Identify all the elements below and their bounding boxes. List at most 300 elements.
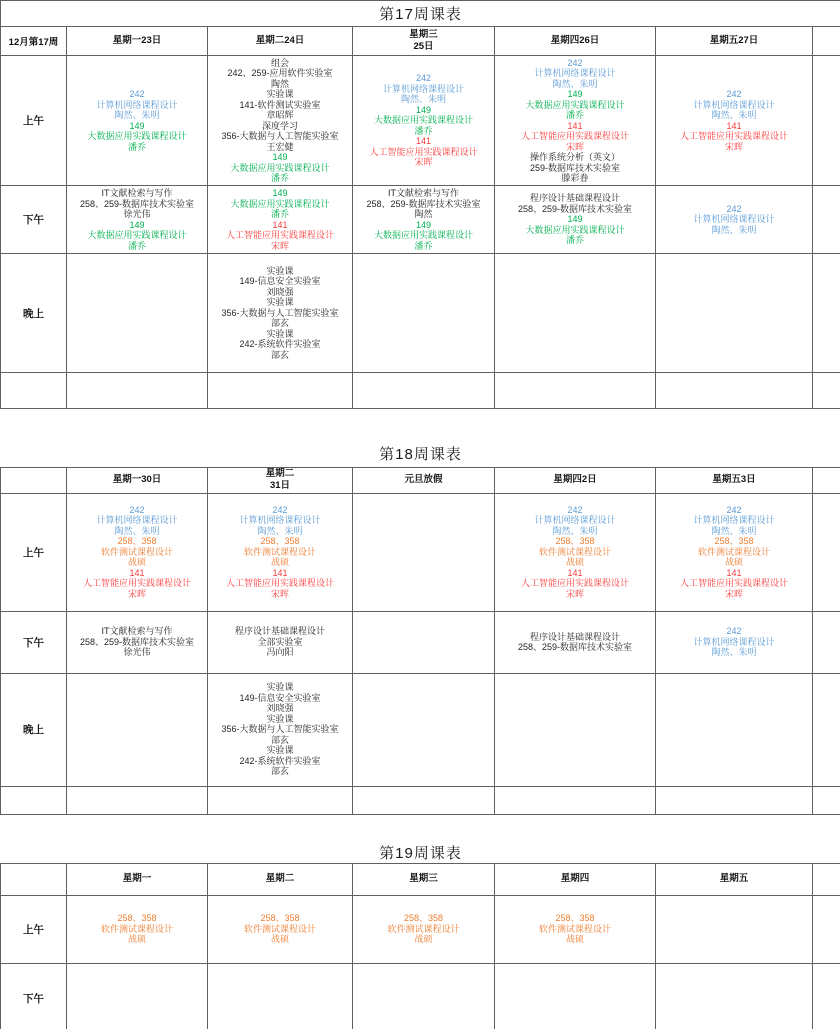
course-line: 149 xyxy=(272,188,288,198)
day-header[interactable] xyxy=(656,863,813,895)
course-line: 258、259-数据库技术实验室 xyxy=(517,203,633,214)
schedule-cell[interactable] xyxy=(208,373,353,409)
schedule-cell[interactable] xyxy=(208,493,353,611)
course-line: 刘晓强 xyxy=(266,703,294,714)
course-line: 程序设计基础课程设计 xyxy=(234,626,325,637)
course-line: 潘乔 xyxy=(414,240,433,251)
schedule-cell[interactable] xyxy=(67,673,208,786)
course-block xyxy=(495,568,655,600)
corner-label[interactable] xyxy=(1,467,67,493)
course-line: 宋晖 xyxy=(565,141,584,152)
course-line: 组会 xyxy=(270,57,289,68)
course-block xyxy=(208,58,352,153)
course-line: 宋晖 xyxy=(724,588,743,599)
course-block xyxy=(208,266,352,361)
course-block xyxy=(67,626,207,658)
course-block xyxy=(208,626,352,658)
schedule-cell[interactable] xyxy=(353,373,495,409)
course-block xyxy=(353,188,494,220)
empty-cell[interactable] xyxy=(813,186,840,254)
course-line: 实验课 xyxy=(266,745,294,756)
course-line: 王宏健 xyxy=(266,141,294,152)
course-line: 计算机网络课程设计 xyxy=(693,515,775,526)
course-line: 潘乔 xyxy=(270,209,289,219)
course-line: 实验课 xyxy=(266,297,294,308)
course-block xyxy=(495,214,655,246)
course-line: 陶然、朱明 xyxy=(552,525,598,536)
course-line: 章昭辉 xyxy=(266,110,294,120)
course-line: 程序设计基础课程设计 xyxy=(529,193,620,204)
course-line: 人工智能应用实践课程设计 xyxy=(679,131,788,141)
course-line: 部玄 xyxy=(270,766,289,777)
schedule-cell[interactable] xyxy=(67,895,208,963)
course-line: 计算机网络课程设计 xyxy=(96,99,178,110)
day-header[interactable] xyxy=(353,467,495,493)
course-line: 141 xyxy=(726,120,742,131)
row-label[interactable]: 上午 xyxy=(1,493,67,611)
day-header-text: 星期四2日 xyxy=(553,474,597,485)
course-line: 242 xyxy=(129,504,145,515)
course-line: 软件测试课程设计 xyxy=(100,546,173,557)
course-line: 陶然 xyxy=(414,209,433,219)
course-line: 356-大数据与人工智能实验室 xyxy=(221,307,339,318)
schedule-cell[interactable] xyxy=(353,56,495,186)
day-header-text: 星期四26日 xyxy=(550,35,600,46)
corner-label[interactable]: 12月第17周 xyxy=(1,27,67,56)
row-label[interactable] xyxy=(1,373,67,409)
course-line: 计算机网络课程设计 xyxy=(693,636,775,647)
schedule-cell[interactable] xyxy=(208,56,353,186)
course-line: 深度学习 xyxy=(261,120,298,131)
course-line: 人工智能应用实践课程设计 xyxy=(520,131,629,141)
schedule-cell[interactable] xyxy=(656,895,813,963)
course-block xyxy=(353,73,494,105)
course-line: 149-信息安全实验室 xyxy=(239,692,321,703)
schedule-cell[interactable] xyxy=(208,786,353,814)
course-line: 141 xyxy=(129,567,145,578)
day-header-text: 星期二 xyxy=(265,468,295,479)
course-line: 计算机网络课程设计 xyxy=(693,99,775,110)
course-block xyxy=(67,89,207,121)
course-block xyxy=(208,188,352,220)
schedule-cell[interactable] xyxy=(67,186,208,254)
course-line: 战硕 xyxy=(724,557,743,568)
schedule-cell[interactable] xyxy=(353,895,495,963)
course-line: 258、358 xyxy=(714,536,754,547)
day-header[interactable] xyxy=(353,27,495,56)
course-line: 242 xyxy=(415,73,432,84)
course-block xyxy=(656,536,812,568)
course-line: 陶然 xyxy=(270,78,289,89)
day-header-text: 星期二24日 xyxy=(255,35,305,46)
course-line: 潘乔 xyxy=(127,141,146,152)
empty-cell[interactable] xyxy=(813,467,840,493)
row-label[interactable] xyxy=(1,786,67,814)
day-header-text: 元旦放假 xyxy=(404,474,443,485)
schedule-cell[interactable] xyxy=(67,254,208,373)
schedule-cell[interactable] xyxy=(495,254,656,373)
schedule-cell[interactable] xyxy=(656,786,813,814)
course-block xyxy=(353,220,494,252)
course-line: 实验课 xyxy=(266,328,294,339)
day-header-text: 星期三 xyxy=(409,873,438,884)
course-block xyxy=(495,152,655,184)
course-line: 141 xyxy=(567,120,583,131)
course-block xyxy=(656,89,812,121)
schedule-cell[interactable] xyxy=(353,673,495,786)
course-block xyxy=(495,89,655,121)
course-block xyxy=(208,568,352,600)
day-header[interactable] xyxy=(656,27,813,56)
course-block xyxy=(495,58,655,90)
course-line: 实验课 xyxy=(266,89,294,99)
course-line: 258、259-数据库技术实验室 xyxy=(79,636,195,647)
course-line: 258、358 xyxy=(117,536,157,547)
row-label[interactable]: 下午 xyxy=(1,186,67,254)
course-block xyxy=(67,913,207,945)
course-line: 149 xyxy=(567,214,583,225)
course-block xyxy=(353,105,494,137)
course-line: 大数据应用实践课程设计 xyxy=(373,115,473,126)
day-header[interactable] xyxy=(208,27,353,56)
day-header-text: 星期一23日 xyxy=(112,35,162,46)
course-line: 实验课 xyxy=(266,265,294,276)
course-line: 潘乔 xyxy=(565,235,584,246)
schedule-cell[interactable] xyxy=(208,611,353,673)
course-line: 潘乔 xyxy=(414,125,433,136)
course-line: 战硕 xyxy=(414,934,433,945)
day-header-text: 25日 xyxy=(413,41,434,52)
course-line: 程序设计基础课程设计 xyxy=(529,631,620,642)
course-line: 149 xyxy=(272,152,288,162)
course-line: 陶然、朱明 xyxy=(711,525,757,536)
schedule-cell[interactable] xyxy=(495,56,656,186)
schedule-cell[interactable] xyxy=(656,56,813,186)
day-header-text: 星期四 xyxy=(560,873,590,884)
day-header[interactable] xyxy=(67,863,208,895)
course-line: 陶然、朱明 xyxy=(257,525,303,536)
course-line: 陶然、朱明 xyxy=(400,94,446,105)
course-line: 软件测试课程设计 xyxy=(387,923,460,934)
course-line: 战硕 xyxy=(270,557,289,568)
schedule-cell[interactable] xyxy=(656,186,813,254)
course-line: 大数据应用实践课程设计 xyxy=(373,230,473,240)
schedule-cell[interactable] xyxy=(656,611,813,673)
course-line: 大数据应用实践课程设计 xyxy=(87,131,187,141)
schedule-cell[interactable] xyxy=(353,254,495,373)
empty-cell[interactable] xyxy=(813,673,840,786)
course-line: 149 xyxy=(129,219,145,230)
course-line: 149 xyxy=(567,89,583,99)
empty-cell[interactable] xyxy=(813,254,840,373)
course-block xyxy=(656,505,812,537)
schedule-cell[interactable] xyxy=(495,373,656,409)
day-header-text: 星期三 xyxy=(409,29,438,40)
course-line: 陶然、朱明 xyxy=(711,224,757,235)
schedule-cell[interactable] xyxy=(67,373,208,409)
schedule-cell[interactable] xyxy=(495,963,656,1029)
course-line: 部玄 xyxy=(270,318,289,329)
schedule-cell[interactable] xyxy=(495,611,656,673)
schedule-cell[interactable] xyxy=(208,254,353,373)
course-block xyxy=(495,536,655,568)
schedule-cell[interactable] xyxy=(208,186,353,254)
row-label[interactable]: 上午 xyxy=(1,895,67,963)
day-header-text: 星期五 xyxy=(719,873,749,884)
schedule-cell[interactable] xyxy=(656,963,813,1029)
course-line: 人工智能应用实践课程设计 xyxy=(679,578,788,589)
course-block xyxy=(353,136,494,168)
day-header-text: 星期二 xyxy=(265,873,295,884)
schedule-cell[interactable] xyxy=(67,493,208,611)
schedule-cell[interactable] xyxy=(656,673,813,786)
course-line: 141 xyxy=(272,567,288,578)
course-line: 软件测试课程设计 xyxy=(243,546,316,557)
course-line: 潘乔 xyxy=(127,240,146,251)
course-line: 战硕 xyxy=(565,934,584,945)
course-block xyxy=(656,204,812,236)
schedule-cell[interactable] xyxy=(208,963,353,1029)
course-line: 计算机网络课程设计 xyxy=(534,68,616,78)
course-block xyxy=(656,568,812,600)
course-block xyxy=(208,505,352,537)
day-header[interactable] xyxy=(495,27,656,56)
course-block xyxy=(67,121,207,153)
schedule-cell[interactable] xyxy=(208,895,353,963)
course-line: 大数据应用实践课程设计 xyxy=(230,198,330,209)
schedule-cell[interactable] xyxy=(67,786,208,814)
course-line: 陶然、朱明 xyxy=(114,525,160,536)
course-line: 258、358 xyxy=(555,913,595,924)
course-block xyxy=(208,913,352,945)
course-line: 141 xyxy=(415,136,432,147)
empty-cell[interactable] xyxy=(813,963,840,1029)
course-line: 258、358 xyxy=(555,536,595,547)
course-block xyxy=(656,121,812,153)
course-line: IT文献检索与写作 xyxy=(101,626,173,637)
course-line: 陶然、朱明 xyxy=(711,110,757,120)
schedule-cell[interactable] xyxy=(656,493,813,611)
schedule-cell[interactable] xyxy=(353,493,495,611)
course-line: 149 xyxy=(415,104,432,115)
course-line: 259-数据库技术实验室 xyxy=(529,162,620,173)
course-line: 实验课 xyxy=(266,682,294,693)
course-block xyxy=(67,505,207,537)
day-header[interactable] xyxy=(495,863,656,895)
course-line: 242-系统软件实验室 xyxy=(239,755,321,766)
course-block xyxy=(67,536,207,568)
course-block xyxy=(495,913,655,945)
course-block xyxy=(495,632,655,653)
course-line: 软件测试课程设计 xyxy=(538,546,611,557)
course-line: 宋晖 xyxy=(565,588,584,599)
schedule-cell[interactable] xyxy=(495,895,656,963)
course-line: 全部实验室 xyxy=(257,636,303,647)
course-line: 计算机网络课程设计 xyxy=(534,515,616,526)
schedule-cell[interactable] xyxy=(208,673,353,786)
course-line: 258、259-数据库技术实验室 xyxy=(517,642,633,652)
day-header-text: 星期五27日 xyxy=(709,35,759,46)
day-header[interactable] xyxy=(67,27,208,56)
row-label[interactable]: 下午 xyxy=(1,963,67,1029)
course-line: IT文献检索与写作 xyxy=(101,188,173,198)
day-header[interactable] xyxy=(353,863,495,895)
course-line: 258、259-数据库技术实验室 xyxy=(79,198,195,209)
schedule-cell[interactable] xyxy=(495,673,656,786)
schedule-cell[interactable] xyxy=(495,493,656,611)
course-line: 141 xyxy=(567,567,583,578)
schedule-cell[interactable] xyxy=(495,186,656,254)
course-line: 242 xyxy=(567,57,583,68)
schedule-table-week19 xyxy=(0,842,840,1029)
course-line: 实验课 xyxy=(266,713,294,724)
schedule-table-week17 xyxy=(0,0,840,409)
course-line: 242 xyxy=(726,203,742,214)
schedule-table-week18 xyxy=(0,441,840,815)
course-line: 宋晖 xyxy=(724,141,743,152)
course-line: 战硕 xyxy=(127,934,146,945)
day-header[interactable] xyxy=(67,467,208,493)
course-line: 人工智能应用实践课程设计 xyxy=(369,146,478,157)
course-line: 陶然、朱明 xyxy=(711,647,757,658)
course-line: 软件测试课程设计 xyxy=(243,923,316,934)
course-line: 242 xyxy=(567,504,583,515)
course-line: 258、358 xyxy=(260,536,300,547)
course-block xyxy=(495,121,655,153)
course-block xyxy=(208,536,352,568)
row-label[interactable]: 下午 xyxy=(1,611,67,673)
empty-cell[interactable] xyxy=(813,56,840,186)
course-line: 软件测试课程设计 xyxy=(100,923,173,934)
empty-cell[interactable] xyxy=(813,27,840,56)
course-line: 宋晖 xyxy=(270,240,289,251)
course-block xyxy=(208,682,352,777)
course-line: 部玄 xyxy=(270,734,289,745)
schedule-cell[interactable] xyxy=(353,611,495,673)
course-block xyxy=(495,193,655,214)
table-title: 第17周课表 xyxy=(1,1,840,27)
course-block xyxy=(656,626,812,658)
course-line: 242 xyxy=(272,504,288,515)
course-line: 356-大数据与人工智能实验室 xyxy=(221,724,339,735)
day-header-text: 星期五3日 xyxy=(712,474,756,485)
course-line: 宋晖 xyxy=(127,588,146,599)
course-line: 242 xyxy=(129,89,145,99)
schedule-cell[interactable] xyxy=(495,786,656,814)
course-line: 258、358 xyxy=(403,913,444,924)
table-title: 第18周课表 xyxy=(1,441,840,467)
day-header-text: 31日 xyxy=(269,480,291,491)
course-line: 潘乔 xyxy=(270,173,289,183)
course-line: 部玄 xyxy=(270,349,289,360)
row-label[interactable]: 晚上 xyxy=(1,254,67,373)
day-header[interactable] xyxy=(495,467,656,493)
course-line: 计算机网络课程设计 xyxy=(96,515,178,526)
day-header[interactable] xyxy=(208,467,353,493)
course-block xyxy=(67,188,207,220)
row-label[interactable]: 晚上 xyxy=(1,673,67,786)
empty-cell[interactable] xyxy=(813,895,840,963)
course-line: 操作系统分析（英文） xyxy=(529,152,620,162)
course-line: 141 xyxy=(726,567,742,578)
course-line: 潘乔 xyxy=(565,110,584,120)
course-line: 242、259-应用软件实验室 xyxy=(227,68,333,78)
course-block xyxy=(67,220,207,252)
course-line: 242 xyxy=(726,89,742,99)
empty-cell[interactable] xyxy=(813,373,840,409)
course-line: 人工智能应用实践课程设计 xyxy=(520,578,629,589)
empty-cell[interactable] xyxy=(813,863,840,895)
course-line: 宋晖 xyxy=(414,157,433,168)
course-line: 大数据应用实践课程设计 xyxy=(87,230,187,240)
course-line: 149 xyxy=(415,219,432,230)
course-line: 徐光伟 xyxy=(123,209,151,219)
schedule-cell[interactable] xyxy=(353,963,495,1029)
course-line: 战硕 xyxy=(270,934,289,945)
course-block xyxy=(495,505,655,537)
schedule-cell[interactable] xyxy=(67,963,208,1029)
schedule-cell[interactable] xyxy=(353,186,495,254)
course-line: 141-软件测试实验室 xyxy=(239,99,321,110)
day-header[interactable] xyxy=(208,863,353,895)
empty-cell[interactable] xyxy=(813,493,840,611)
course-line: 258、358 xyxy=(117,913,157,924)
course-line: 242 xyxy=(726,626,742,637)
schedule-cell[interactable] xyxy=(353,786,495,814)
schedule-cell[interactable] xyxy=(656,254,813,373)
schedule-cell[interactable] xyxy=(656,373,813,409)
course-line: 人工智能应用实践课程设计 xyxy=(82,578,191,589)
empty-cell[interactable] xyxy=(813,786,840,814)
schedule-cell[interactable] xyxy=(67,56,208,186)
course-line: 242 xyxy=(726,504,742,515)
course-block xyxy=(353,913,494,945)
course-block xyxy=(208,152,352,184)
day-header-text: 星期一30日 xyxy=(112,474,162,485)
course-line: 258、259-数据库技术实验室 xyxy=(366,198,481,209)
course-line: 陶然、朱明 xyxy=(114,110,160,120)
day-header-text: 星期一 xyxy=(122,873,152,884)
row-label[interactable]: 上午 xyxy=(1,56,67,186)
empty-cell[interactable] xyxy=(813,611,840,673)
course-line: 软件测试课程设计 xyxy=(697,546,770,557)
course-line: 软件测试课程设计 xyxy=(538,923,611,934)
course-line: 战硕 xyxy=(127,557,146,568)
course-line: 人工智能应用实践课程设计 xyxy=(225,578,334,589)
course-line: 计算机网络课程设计 xyxy=(239,515,321,526)
course-line: 149 xyxy=(129,120,145,131)
day-header[interactable] xyxy=(656,467,813,493)
course-block xyxy=(208,220,352,252)
course-block xyxy=(67,568,207,600)
course-line: 徐光伟 xyxy=(123,647,151,658)
course-line: 冯向阳 xyxy=(266,647,294,658)
table-title: 第19周课表 xyxy=(1,842,840,864)
course-line: 242-系统软件实验室 xyxy=(239,339,321,350)
course-line: 大数据应用实践课程设计 xyxy=(230,162,330,173)
course-line: 滕彩眷 xyxy=(561,173,589,183)
course-line: 战硕 xyxy=(565,557,584,568)
course-line: 计算机网络课程设计 xyxy=(693,214,775,225)
course-line: IT文献检索与写作 xyxy=(388,188,459,198)
course-line: 149-信息安全实验室 xyxy=(239,276,321,287)
corner-label[interactable] xyxy=(1,863,67,895)
course-line: 宋晖 xyxy=(270,588,289,599)
course-line: 大数据应用实践课程设计 xyxy=(525,224,625,235)
course-line: 141 xyxy=(272,219,288,230)
schedule-cell[interactable] xyxy=(67,611,208,673)
course-line: 计算机网络课程设计 xyxy=(382,83,464,94)
